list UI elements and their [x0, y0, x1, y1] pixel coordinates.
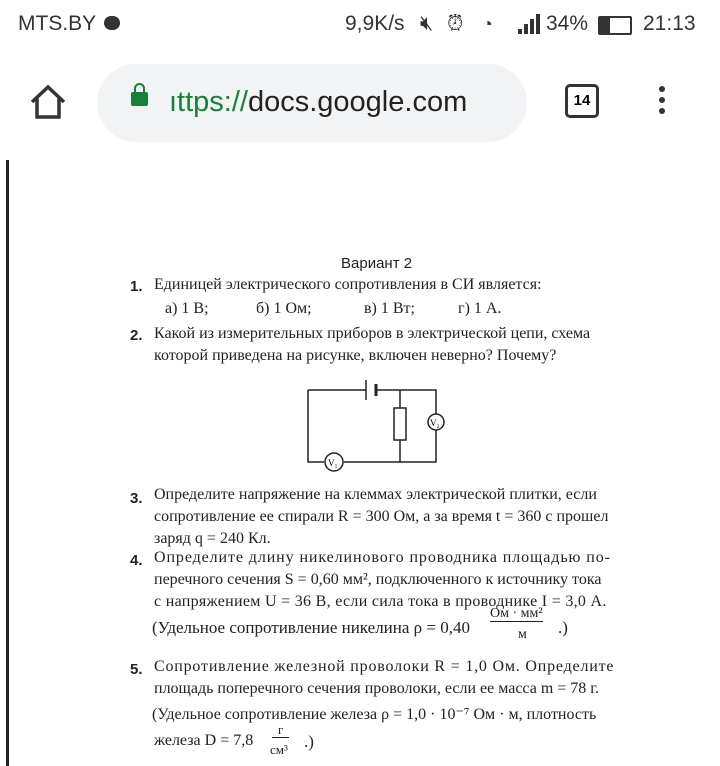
q4-number: 4.	[130, 552, 143, 569]
q1-option-a: а) 1 В;	[165, 300, 209, 317]
q5-line-4: железа D = 7,8	[154, 732, 254, 749]
q2-line-1: Какой из измерительных приборов в электрической цепи, схема	[154, 325, 591, 342]
q5-line-3: (Удельное сопротивление железа ρ = 1,0 · 10⁻⁷ Ом · м, плотность	[152, 706, 597, 723]
clock: 21:13	[643, 12, 696, 35]
battery-percent: 34%	[546, 12, 589, 35]
q3-line-1: Определите напряжение на клеммах электрической плитки, если	[154, 486, 597, 503]
q5-number: 5.	[130, 661, 143, 678]
voltmeter-v1-label: V₁	[328, 458, 338, 468]
q3-number: 3.	[130, 490, 143, 507]
q4-line-1: Определите длину никелинового проводника площадью по-	[154, 549, 611, 566]
q1-option-b: б) 1 Ом;	[256, 300, 312, 317]
message-icon	[104, 16, 120, 30]
more-menu-icon[interactable]	[659, 86, 665, 119]
mute-icon: 🔇︎	[420, 12, 434, 35]
page-edge	[6, 160, 9, 766]
q1-number: 1.	[130, 278, 143, 295]
q5-line-2: площадь поперечного сечения проволоки, если ее масса m = 78 г.	[154, 680, 600, 697]
wifi-icon: ◔	[482, 14, 493, 34]
q3-line-3: заряд q = 240 Кл.	[154, 530, 271, 547]
q1-option-c: в) 1 Вт;	[364, 300, 415, 317]
url-host: docs.google.com	[247, 86, 468, 118]
address-bar[interactable]	[97, 64, 527, 142]
q4-line-2: перечного сечения S = 0,60 мм², подключенного к источнику тока	[154, 571, 602, 588]
q5-line-1: Сопротивление железной проволоки R = 1,0 Ом. Определите	[154, 658, 615, 675]
variant-title: Вариант 2	[341, 255, 413, 272]
network-speed: 9,9K/s	[345, 12, 405, 35]
q2-number: 2.	[130, 327, 143, 344]
q4-fraction-denominator: м	[518, 627, 527, 642]
lock-icon	[131, 92, 148, 106]
q1-text: Единицей электрического сопротивления в СИ является:	[154, 276, 542, 293]
battery-icon	[598, 16, 632, 35]
url-scheme: ıttps://	[169, 86, 248, 118]
q4-line-4: (Удельное сопротивление никелина ρ = 0,40	[152, 618, 470, 637]
carrier: MTS.BY	[18, 12, 97, 35]
status-bar	[0, 0, 720, 50]
tab-switcher-button[interactable]: 14	[565, 84, 599, 118]
q4-fraction-numerator: Ом · мм²	[490, 606, 543, 621]
q3-line-2: сопротивление ее спирали R = 300 Ом, а за время t = 360 с прошел	[154, 508, 609, 525]
q5-fraction-denominator: см³	[270, 742, 288, 757]
voltmeter-v2-label: V₂	[430, 418, 440, 428]
circuit-diagram	[300, 372, 450, 472]
signal-icon	[518, 14, 542, 34]
q4-line-4-end: .)	[558, 618, 568, 637]
q2-line-2: которой приведена на рисунке, включен неверно? Почему?	[154, 347, 557, 364]
q4-line-3: с напряжением U = 36 В, если сила тока в проводнике I = 3,0 А.	[154, 593, 607, 610]
q1-option-d: г) 1 А.	[458, 300, 502, 317]
home-icon[interactable]	[28, 82, 68, 122]
q5-line-4-end: .)	[304, 732, 314, 751]
q5-fraction-numerator: г	[272, 722, 289, 738]
alarm-icon: ⏰︎	[447, 12, 464, 35]
document-page	[0, 160, 720, 766]
browser-toolbar	[0, 50, 720, 161]
